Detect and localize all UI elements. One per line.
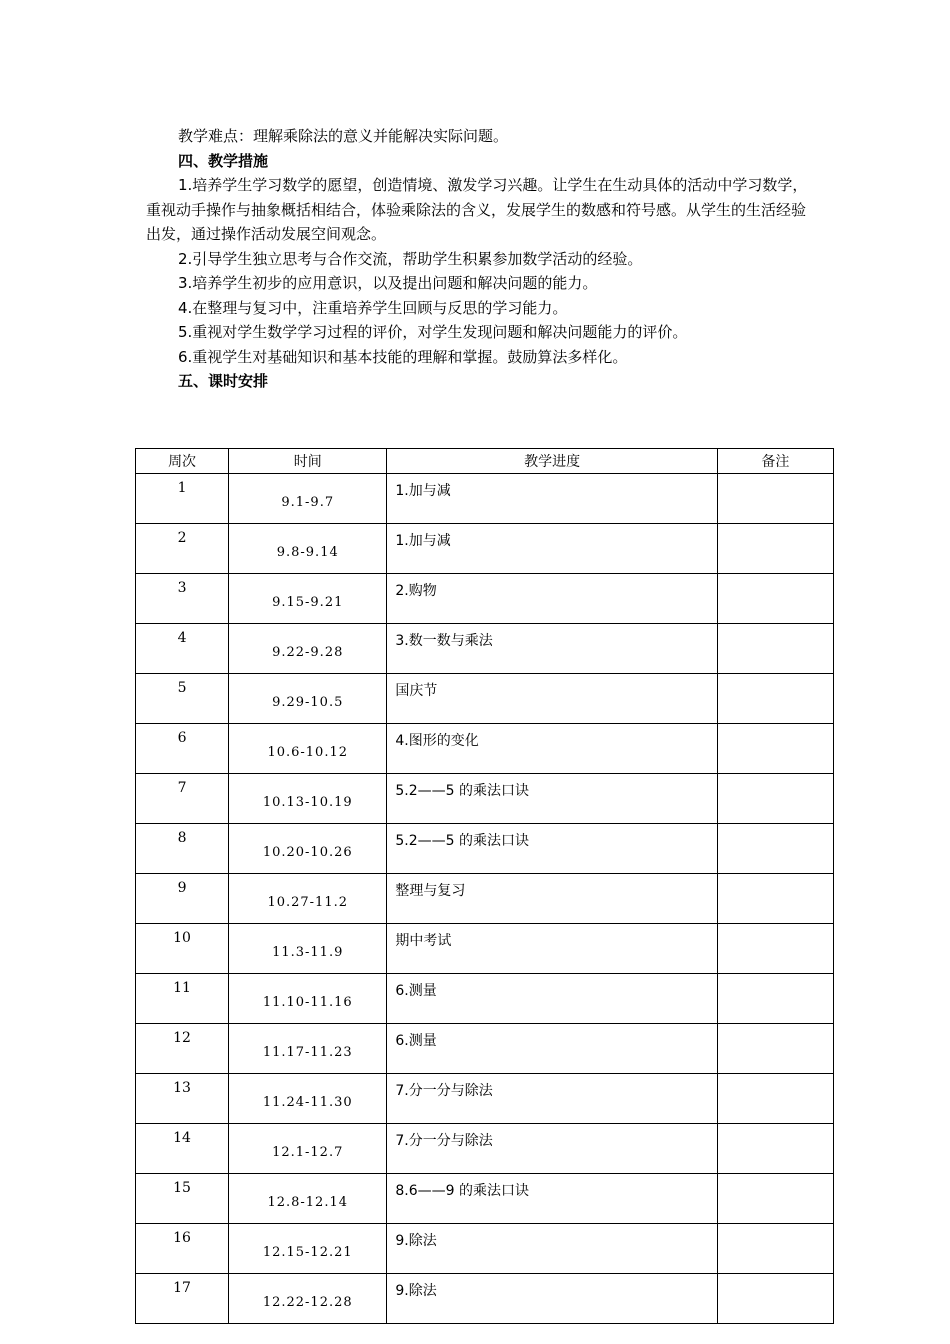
week-cell: 10 bbox=[136, 924, 229, 974]
table-row bbox=[136, 1024, 834, 1074]
progress-cell: 国庆节 bbox=[387, 674, 717, 724]
table-row bbox=[136, 874, 834, 924]
schedule-table bbox=[135, 448, 834, 1324]
table-row bbox=[136, 924, 834, 974]
week-cell: 5 bbox=[136, 674, 229, 724]
header-week: 周次 bbox=[136, 449, 229, 474]
week-cell: 9 bbox=[136, 874, 229, 924]
table-row bbox=[136, 1174, 834, 1224]
week-cell: 12 bbox=[136, 1024, 229, 1074]
note-cell bbox=[717, 674, 833, 724]
week-cell: 4 bbox=[136, 624, 229, 674]
header-progress: 教学进度 bbox=[387, 449, 717, 474]
table-row bbox=[136, 674, 834, 724]
section-heading: 四、教学措施 bbox=[178, 151, 269, 170]
progress-cell: 整理与复习 bbox=[387, 874, 717, 924]
date-cell: 9.29-10.5 bbox=[229, 674, 387, 724]
progress-cell: 1.加与减 bbox=[387, 524, 717, 574]
progress-cell: 9.除法 bbox=[387, 1224, 717, 1274]
progress-cell: 7.分一分与除法 bbox=[387, 1074, 717, 1124]
paragraph: 3.培养学生初步的应用意识，以及提出问题和解决问题的能力。 bbox=[178, 274, 598, 292]
note-cell bbox=[717, 1074, 833, 1124]
date-cell: 12.8-12.14 bbox=[229, 1174, 387, 1224]
date-cell: 12.15-12.21 bbox=[229, 1224, 387, 1274]
date-cell: 11.10-11.16 bbox=[229, 974, 387, 1024]
date-cell: 9.22-9.28 bbox=[229, 624, 387, 674]
note-cell bbox=[717, 624, 833, 674]
table-row bbox=[136, 774, 834, 824]
date-cell: 11.3-11.9 bbox=[229, 924, 387, 974]
week-cell: 3 bbox=[136, 574, 229, 624]
table-row bbox=[136, 974, 834, 1024]
note-cell bbox=[717, 1124, 833, 1174]
note-cell bbox=[717, 474, 833, 524]
table-row bbox=[136, 1124, 834, 1174]
week-cell: 16 bbox=[136, 1224, 229, 1274]
paragraph: 6.重视学生对基础知识和基本技能的理解和掌握。鼓励算法多样化。 bbox=[178, 347, 628, 366]
paragraph: 2.引导学生独立思考与合作交流，帮助学生积累参加数学活动的经验。 bbox=[178, 249, 643, 268]
paragraph: 5.重视对学生数学学习过程的评价，对学生发现问题和解决问题能力的评价。 bbox=[178, 323, 688, 341]
date-cell: 12.22-12.28 bbox=[229, 1274, 387, 1324]
note-cell bbox=[717, 924, 833, 974]
table-row bbox=[136, 1074, 834, 1124]
progress-cell: 3.数一数与乘法 bbox=[387, 624, 717, 674]
note-cell bbox=[717, 1224, 833, 1274]
week-cell: 17 bbox=[136, 1274, 229, 1324]
week-cell: 7 bbox=[136, 774, 229, 824]
table-row bbox=[136, 574, 834, 624]
table-row bbox=[136, 1224, 834, 1274]
week-cell: 15 bbox=[136, 1174, 229, 1224]
note-cell bbox=[717, 974, 833, 1024]
note-cell bbox=[717, 574, 833, 624]
progress-cell: 8.6——9 的乘法口诀 bbox=[387, 1174, 717, 1224]
table-row bbox=[136, 1274, 834, 1324]
note-cell bbox=[717, 774, 833, 824]
note-cell bbox=[717, 1274, 833, 1324]
paragraph: 1.培养学生学习数学的愿望，创造情境、激发学习兴趣。让学生在生动具体的活动中学习数学，重视动手操作与抽象概括相结合，体验乘除法的含义，发展学生的数感和符号感。从学生的生活经验出发，通过操作活动发展空间观念。 bbox=[146, 176, 808, 243]
header-note: 备注 bbox=[717, 449, 833, 474]
paragraph: 教学难点：理解乘除法的意义并能解决实际问题。 bbox=[178, 127, 509, 145]
week-cell: 2 bbox=[136, 524, 229, 574]
date-cell: 10.20-10.26 bbox=[229, 824, 387, 874]
table-row bbox=[136, 624, 834, 674]
progress-cell: 4.图形的变化 bbox=[387, 724, 717, 774]
week-cell: 13 bbox=[136, 1074, 229, 1124]
progress-cell: 1.加与减 bbox=[387, 474, 717, 524]
note-cell bbox=[717, 824, 833, 874]
date-cell: 9.1-9.7 bbox=[229, 474, 387, 524]
table-body bbox=[136, 474, 834, 1324]
progress-cell: 6.测量 bbox=[387, 1024, 717, 1074]
progress-cell: 6.测量 bbox=[387, 974, 717, 1024]
section-heading: 五、课时安排 bbox=[178, 372, 269, 390]
paragraph: 4.在整理与复习中，注重培养学生回顾与反思的学习能力。 bbox=[178, 298, 568, 317]
note-cell bbox=[717, 724, 833, 774]
date-cell: 10.27-11.2 bbox=[229, 874, 387, 924]
progress-cell: 7.分一分与除法 bbox=[387, 1124, 717, 1174]
date-cell: 11.24-11.30 bbox=[229, 1074, 387, 1124]
progress-cell: 期中考试 bbox=[387, 924, 717, 974]
note-cell bbox=[717, 524, 833, 574]
week-cell: 1 bbox=[136, 474, 229, 524]
progress-cell: 5.2——5 的乘法口诀 bbox=[387, 824, 717, 874]
body-text bbox=[146, 124, 814, 394]
progress-cell: 5.2——5 的乘法口诀 bbox=[387, 774, 717, 824]
table-row bbox=[136, 524, 834, 574]
date-cell: 9.8-9.14 bbox=[229, 524, 387, 574]
note-cell bbox=[717, 874, 833, 924]
header-date: 时间 bbox=[229, 449, 387, 474]
week-cell: 11 bbox=[136, 974, 229, 1024]
date-cell: 10.6-10.12 bbox=[229, 724, 387, 774]
progress-cell: 9.除法 bbox=[387, 1274, 717, 1324]
note-cell bbox=[717, 1174, 833, 1224]
week-cell: 6 bbox=[136, 724, 229, 774]
table-header-row bbox=[136, 449, 834, 474]
date-cell: 11.17-11.23 bbox=[229, 1024, 387, 1074]
week-cell: 14 bbox=[136, 1124, 229, 1174]
date-cell: 12.1-12.7 bbox=[229, 1124, 387, 1174]
table-row bbox=[136, 724, 834, 774]
date-cell: 10.13-10.19 bbox=[229, 774, 387, 824]
table-row bbox=[136, 824, 834, 874]
date-cell: 9.15-9.21 bbox=[229, 574, 387, 624]
week-cell: 8 bbox=[136, 824, 229, 874]
note-cell bbox=[717, 1024, 833, 1074]
progress-cell: 2.购物 bbox=[387, 574, 717, 624]
table-row bbox=[136, 474, 834, 524]
